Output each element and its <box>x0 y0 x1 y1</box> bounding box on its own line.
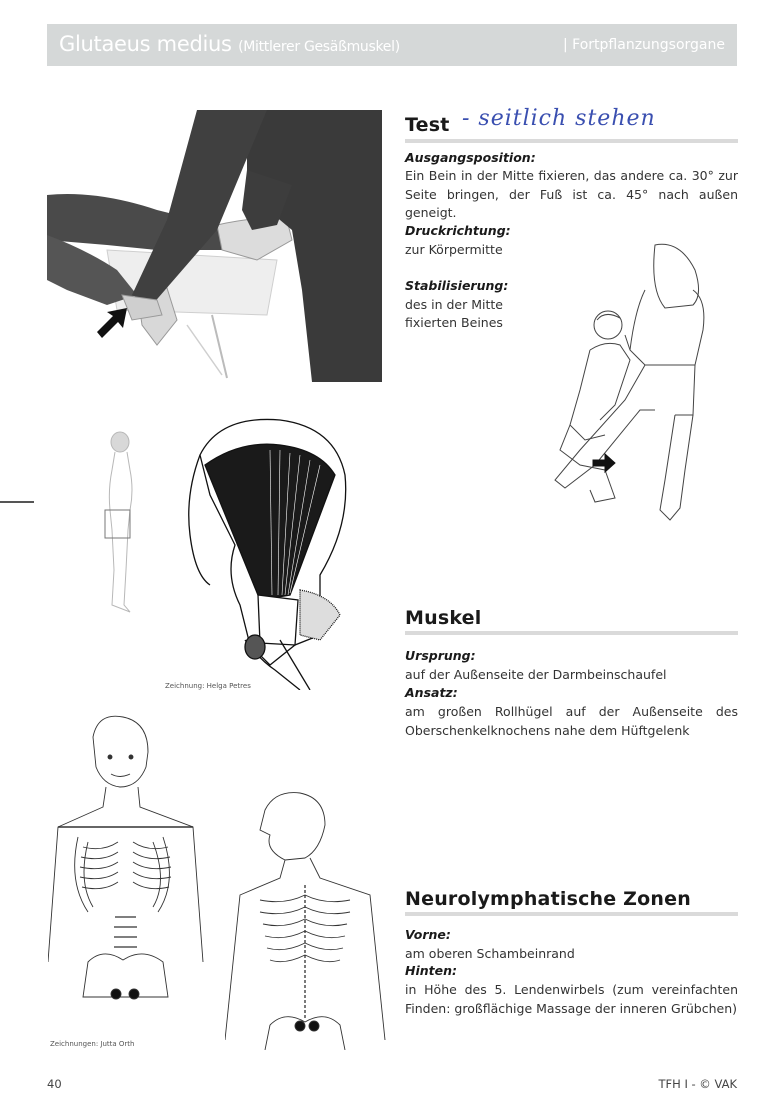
header-bar <box>47 24 737 66</box>
muskel-heading: Muskel <box>405 607 482 629</box>
zone-point-back-right <box>309 1021 319 1031</box>
label-ausgangsposition: Ausgangsposition: <box>405 150 536 165</box>
text-ursprung: auf der Außenseite der Darmbeinschaufel <box>405 667 667 682</box>
muscle-drawing <box>180 415 355 690</box>
caption-zones-drawing: Zeichnungen: Jutta Orth <box>50 1040 135 1048</box>
text-hinten: in Höhe des 5. Lendenwirbels (zum vereinfachten Finden: großflächige Massage der inneren Grübchen) <box>405 982 738 1016</box>
text-stabilisierung-line1: des in der Mitte <box>405 297 503 312</box>
body-locator-figure <box>100 430 145 620</box>
text-ansatz: am großen Rollhügel auf der Außenseite des Oberschenkelknochens nahe dem Hüftgelenk <box>405 704 738 738</box>
zone-point-front-right <box>129 989 139 999</box>
label-stabilisierung: Stabilisierung: <box>405 278 509 293</box>
zonen-rule <box>405 912 738 916</box>
muscle-name: Glutaeus medius <box>59 32 232 56</box>
front-skeleton-drawing <box>48 712 208 1027</box>
muscle-name-german: (Mittlerer Gesäßmuskel) <box>238 39 400 55</box>
copyright: TFH I - © VAK <box>658 1077 737 1091</box>
organ-category: | Fortpflanzungsorgane <box>563 37 725 53</box>
test-photo <box>47 110 382 382</box>
page-number: 40 <box>47 1077 62 1091</box>
label-ansatz: Ansatz: <box>405 685 458 700</box>
text-ausgangsposition: Ein Bein in der Mitte fixieren, das andere ca. 30° zur Seite bringen, der Fuß ist ca. 45° nach außen geneigt. <box>405 168 738 220</box>
test-rule <box>405 139 738 143</box>
back-skeleton-drawing <box>225 790 390 1050</box>
handwritten-note: - seitlich stehen <box>462 106 656 131</box>
label-vorne: Vorne: <box>405 927 451 942</box>
test-line-drawing <box>545 240 720 525</box>
text-vorne: am oberen Schambeinrand <box>405 946 575 961</box>
caption-muscle-drawing: Zeichnung: Helga Petres <box>165 682 251 690</box>
text-stabilisierung-line2: fixierten Beines <box>405 315 503 330</box>
label-druckrichtung: Druckrichtung: <box>405 223 511 238</box>
test-heading: Test <box>405 114 450 136</box>
muskel-rule <box>405 631 738 635</box>
margin-mark <box>0 501 34 503</box>
zonen-heading: Neurolymphatische Zonen <box>405 888 691 910</box>
text-druckrichtung: zur Körpermitte <box>405 242 503 257</box>
page-title <box>59 32 400 56</box>
zone-point-front-left <box>111 989 121 999</box>
zone-point-back-left <box>295 1021 305 1031</box>
label-hinten: Hinten: <box>405 963 457 978</box>
label-ursprung: Ursprung: <box>405 648 476 663</box>
